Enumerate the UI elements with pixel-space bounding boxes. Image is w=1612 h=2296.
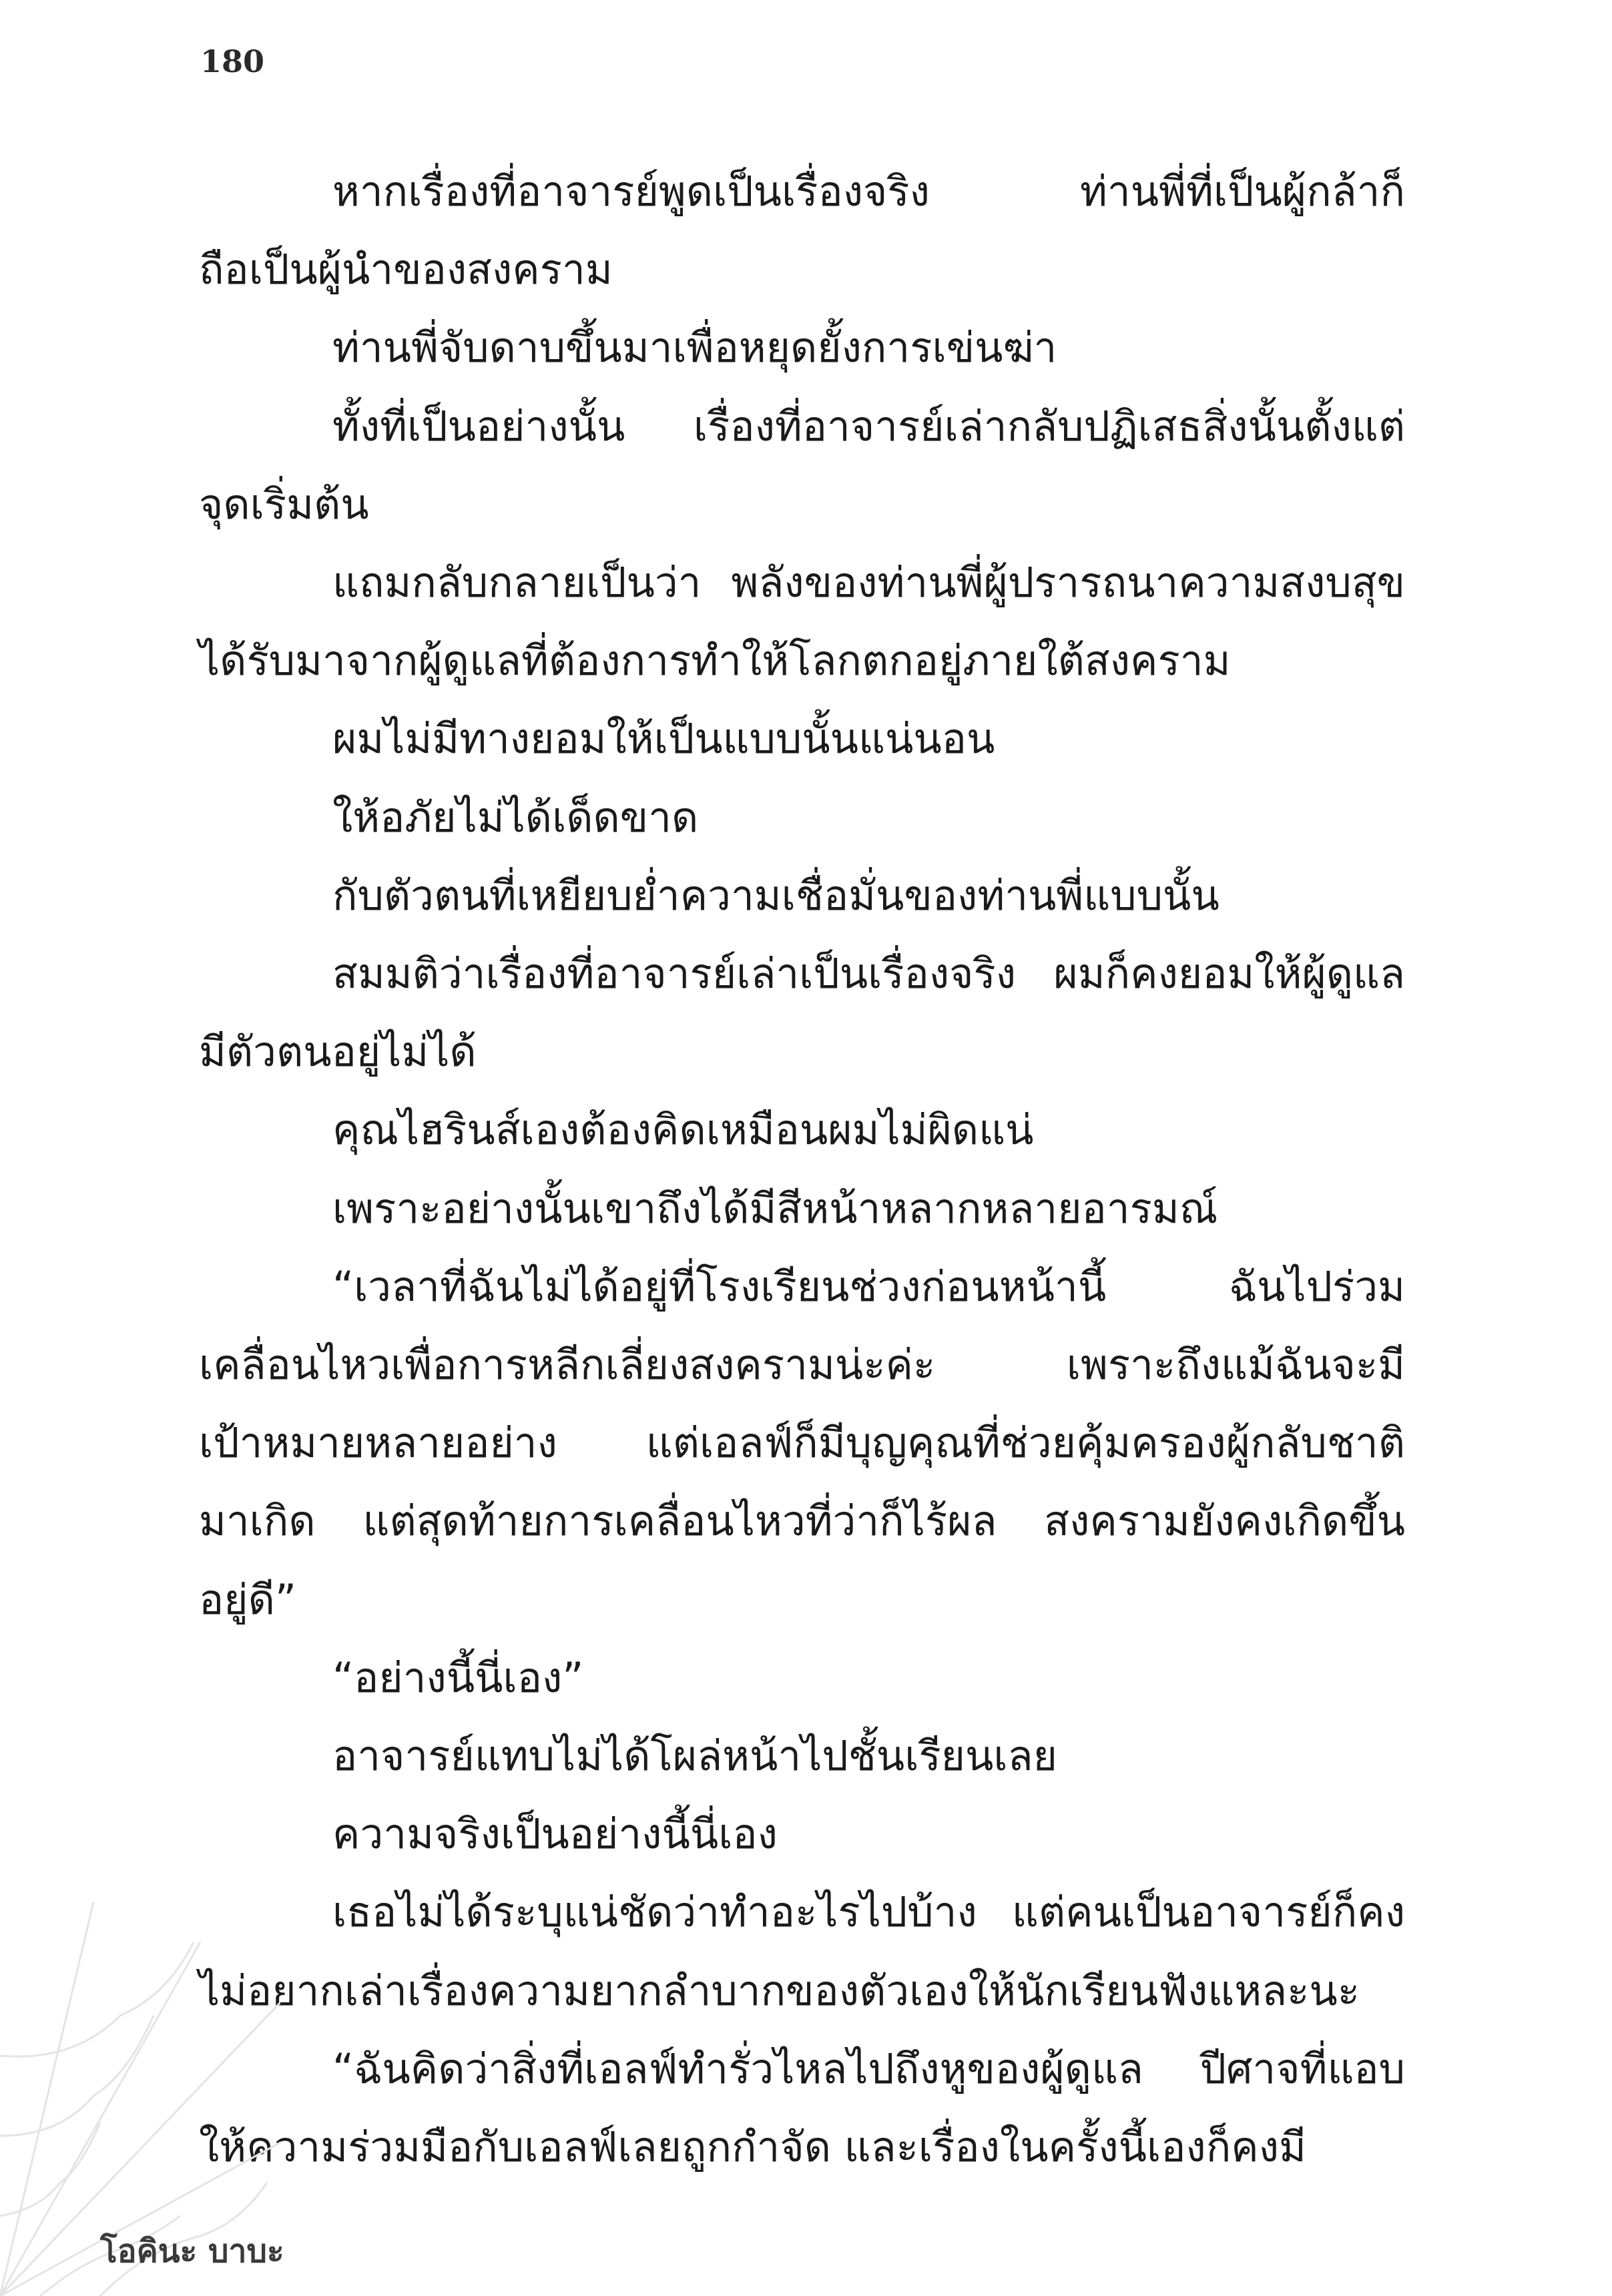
paragraph-line: จุดเริ่มต้น — [199, 480, 369, 529]
paragraph-line: ได้รับมาจากผู้ดูแลที่ต้องการทำให้โลกตกอยู่ภายใต้สงคราม — [199, 636, 1231, 685]
paragraph-first-line: ทั้งที่เป็นอย่างนั้น เรื่องที่อาจารย์เล่ากลับปฏิเสธสิ่งนั้นตั้งแต่ — [332, 402, 1405, 451]
paragraph-first-line: เพราะอย่างนั้นเขาถึงได้มีสีหน้าหลากหลายอารมณ์ — [332, 1184, 1218, 1233]
paragraph-first-line: ให้อภัยไม่ได้เด็ดขาด — [332, 793, 699, 842]
page-number: 180 — [200, 43, 265, 79]
paragraph-first-line: แถมกลับกลายเป็นว่า พลังของท่านพี่ผู้ปรารถนาความสงบสุข — [332, 558, 1405, 607]
paragraph-line: เป้าหมายหลายอย่าง แต่เอลฟ์ก็มีบุญคุณที่ช่วยคุ้มครองผู้กลับชาติ — [199, 1418, 1405, 1467]
footer-author: โอคินะ บาบะ — [100, 2233, 284, 2270]
paragraph-first-line: เธอไม่ได้ระบุแน่ชัดว่าทำอะไรไปบ้าง แต่คนเป็นอาจารย์ก็คง — [332, 1888, 1405, 1936]
paragraph-line: ให้ความร่วมมือกับเอลฟ์เลยถูกกำจัด และเรื่องในครั้งนี้เองก็คงมี — [199, 2122, 1306, 2171]
paragraph-first-line: คุณไฮรินส์เองต้องคิดเหมือนผมไม่ผิดแน่ — [332, 1105, 1034, 1154]
paragraph-first-line: อาจารย์แทบไม่ได้โผล่หน้าไปชั้นเรียนเลย — [332, 1731, 1057, 1780]
paragraph-line: ไม่อยากเล่าเรื่องความยากลำบากของตัวเองให้นักเรียนฟังแหละนะ — [199, 1966, 1360, 2015]
paragraph-first-line: ความจริงเป็นอย่างนี้นี่เอง — [332, 1809, 778, 1858]
paragraph-line: ถือเป็นผู้นำของสงคราม — [199, 245, 613, 294]
paragraph-first-line: “เวลาที่ฉันไม่ได้อยู่ที่โรงเรียนช่วงก่อนหน้านี้ ฉันไปร่วม — [332, 1262, 1405, 1311]
paragraph-first-line: ท่านพี่จับดาบขึ้นมาเพื่อหยุดยั้งการเข่นฆ่า — [332, 323, 1057, 372]
paragraph-line: มาเกิด แต่สุดท้ายการเคลื่อนไหวที่ว่าก็ไร้ผล สงครามยังคงเกิดขึ้น — [199, 1496, 1405, 1545]
paragraph-first-line: ผมไม่มีทางยอมให้เป็นแบบนั้นแน่นอน — [332, 714, 995, 763]
paragraph-first-line: กับตัวตนที่เหยียบย่ำความเชื่อมั่นของท่านพี่แบบนั้น — [332, 871, 1220, 920]
paragraph-line: มีตัวตนอยู่ไม่ได้ — [199, 1027, 477, 1076]
paragraph-first-line: หากเรื่องที่อาจารย์พูดเป็นเรื่องจริง ท่านพี่ที่เป็นผู้กล้าก็ — [332, 167, 1405, 216]
paragraph-line: อยู่ดี” — [199, 1575, 296, 1624]
paragraph-first-line: “อย่างนี้นี่เอง” — [332, 1653, 584, 1702]
paragraph-first-line: “ฉันคิดว่าสิ่งที่เอลฟ์ทำรั่วไหลไปถึงหูของผู้ดูแล ปีศาจที่แอบ — [332, 2044, 1405, 2093]
paragraph-first-line: สมมติว่าเรื่องที่อาจารย์เล่าเป็นเรื่องจริง ผมก็คงยอมให้ผู้ดูแล — [332, 949, 1405, 998]
paragraph-line: เคลื่อนไหวเพื่อการหลีกเลี่ยงสงครามน่ะค่ะ เพราะถึงแม้ฉันจะมี — [199, 1340, 1405, 1389]
